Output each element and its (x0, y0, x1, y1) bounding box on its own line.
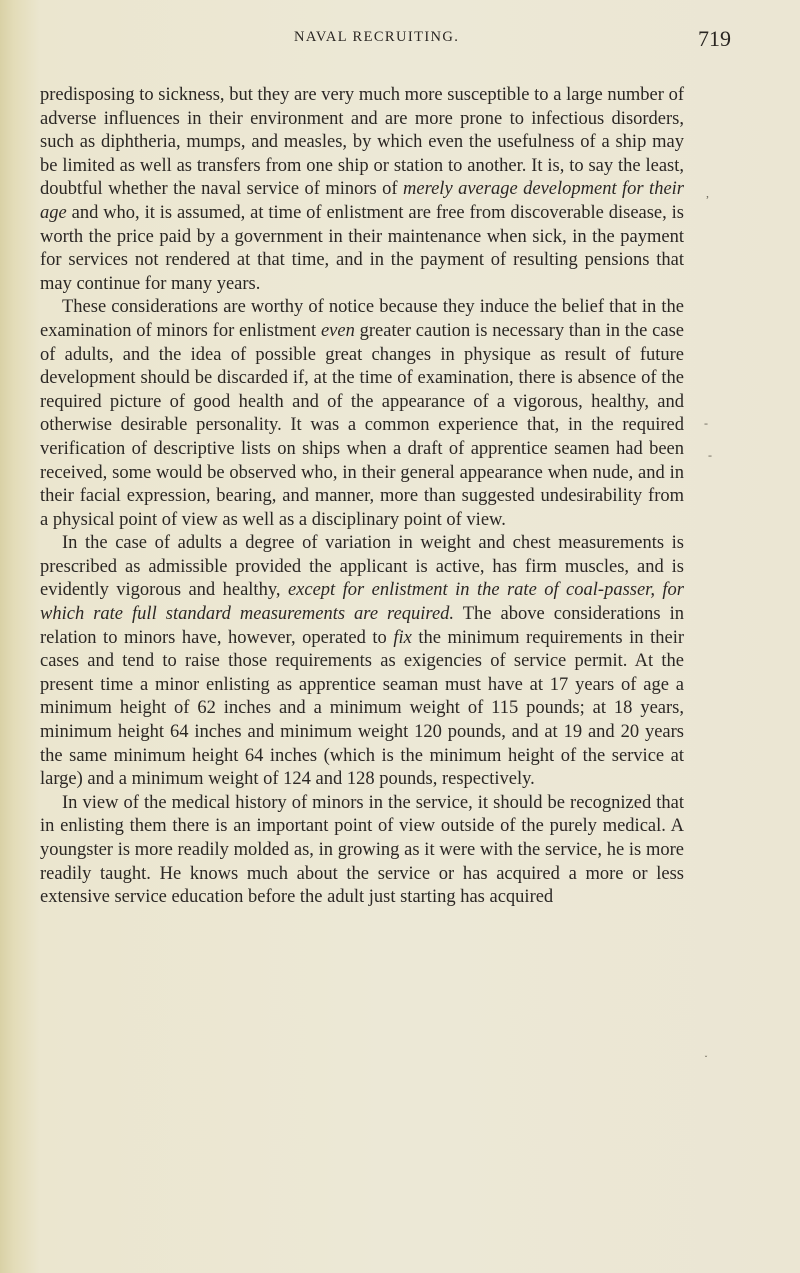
page-number: 719 (698, 26, 731, 51)
text-segment: predisposing to sickness, but they are very much more susceptible to a large number of adverse influences in their environment and are more prone to infectious disorders, such as diphtheria, mumps, and measles, by which even the usefulness of a ship may be limited as well as transfers from one ship or station to another. It is, to say the least, doubtful whether the naval service of minors of (40, 85, 684, 200)
text-segment: the minimum requirements in their cases and tend to raise those requirements as exigencies of service permit. At the present time a minor enlisting as apprentice seaman must have at 17 years of age a minimum height of 62 inches and a minimum weight of 115 pounds; at 18 years, minimum height 64 inches and minimum weight 120 pounds, and at 19 and 20 years the same minimum height 64 inches (which is the minimum height of the service at large) and a minimum weight of 124 and 128 pounds, respectively. (40, 627, 684, 790)
italic-segment: even (320, 320, 355, 341)
paragraph-2 (40, 296, 684, 532)
page-header (0, 26, 800, 56)
italic-segment: merely average development for their age (40, 179, 684, 223)
body-text (40, 84, 684, 910)
paragraph-4 (40, 792, 684, 910)
paragraph-1 (40, 84, 684, 296)
text-segment: greater caution is necessary than in the case of adults, and the idea of possible great changes in physique as result of future development should be discarded if, at the time of examination, there is absence of the required picture of good health and of the appearance of a vigorous, healthy, and otherwise desirable personality. It was a common experience that, in the required verification of descriptive lists on ships when a draft of apprentice seamen had been received, some would be observed who, in their general appearance when nude, and in their facial expression, bearing, and manner, more than suggested undesirability from a physical point of view as well as a disciplinary point of view. (40, 320, 685, 530)
margin-tick-mark: , (706, 186, 709, 200)
italic-segment: except for enlistment in the rate of coal-passer, for which rate full standard measurements are required. (40, 580, 684, 625)
text-segment: In the case of adults a degree of variation in weight and chest measurements is prescribed as admissible provided the applicant is active, has firm muscles, and is evidently vigorous and healthy, (40, 533, 684, 601)
margin-tick-mark: ˯ (704, 1044, 708, 1058)
text-segment: These considerations are worthy of notice because they induce the belief that in the examination of minors for enlistment (40, 297, 684, 341)
paragraph-3 (40, 532, 684, 792)
running-title: NAVAL RECRUITING. (294, 29, 460, 45)
margin-tick-mark: - (704, 416, 708, 430)
text-segment: The above considerations in relation to minors have, however, operated to (40, 604, 684, 648)
margin-tick-mark: - (708, 448, 712, 462)
italic-segment: fix (393, 627, 412, 648)
text-segment: and who, it is assumed, at time of enlistment are free from discoverable disease, is worth the price paid by a government in their maintenance when sick, in the payment for services not rendered at that time, and in the payment of resulting pensions that may continue for many years. (40, 202, 684, 294)
text-segment: In view of the medical history of minors in the service, it should be recognized that in enlisting them there is an important point of view outside of the purely medical. A youngster is more readily molded as, in growing as it were with the service, he is more readily taught. He knows much about the service or has acquired a more or less extensive service education before the adult just starting has acquired (40, 792, 684, 908)
